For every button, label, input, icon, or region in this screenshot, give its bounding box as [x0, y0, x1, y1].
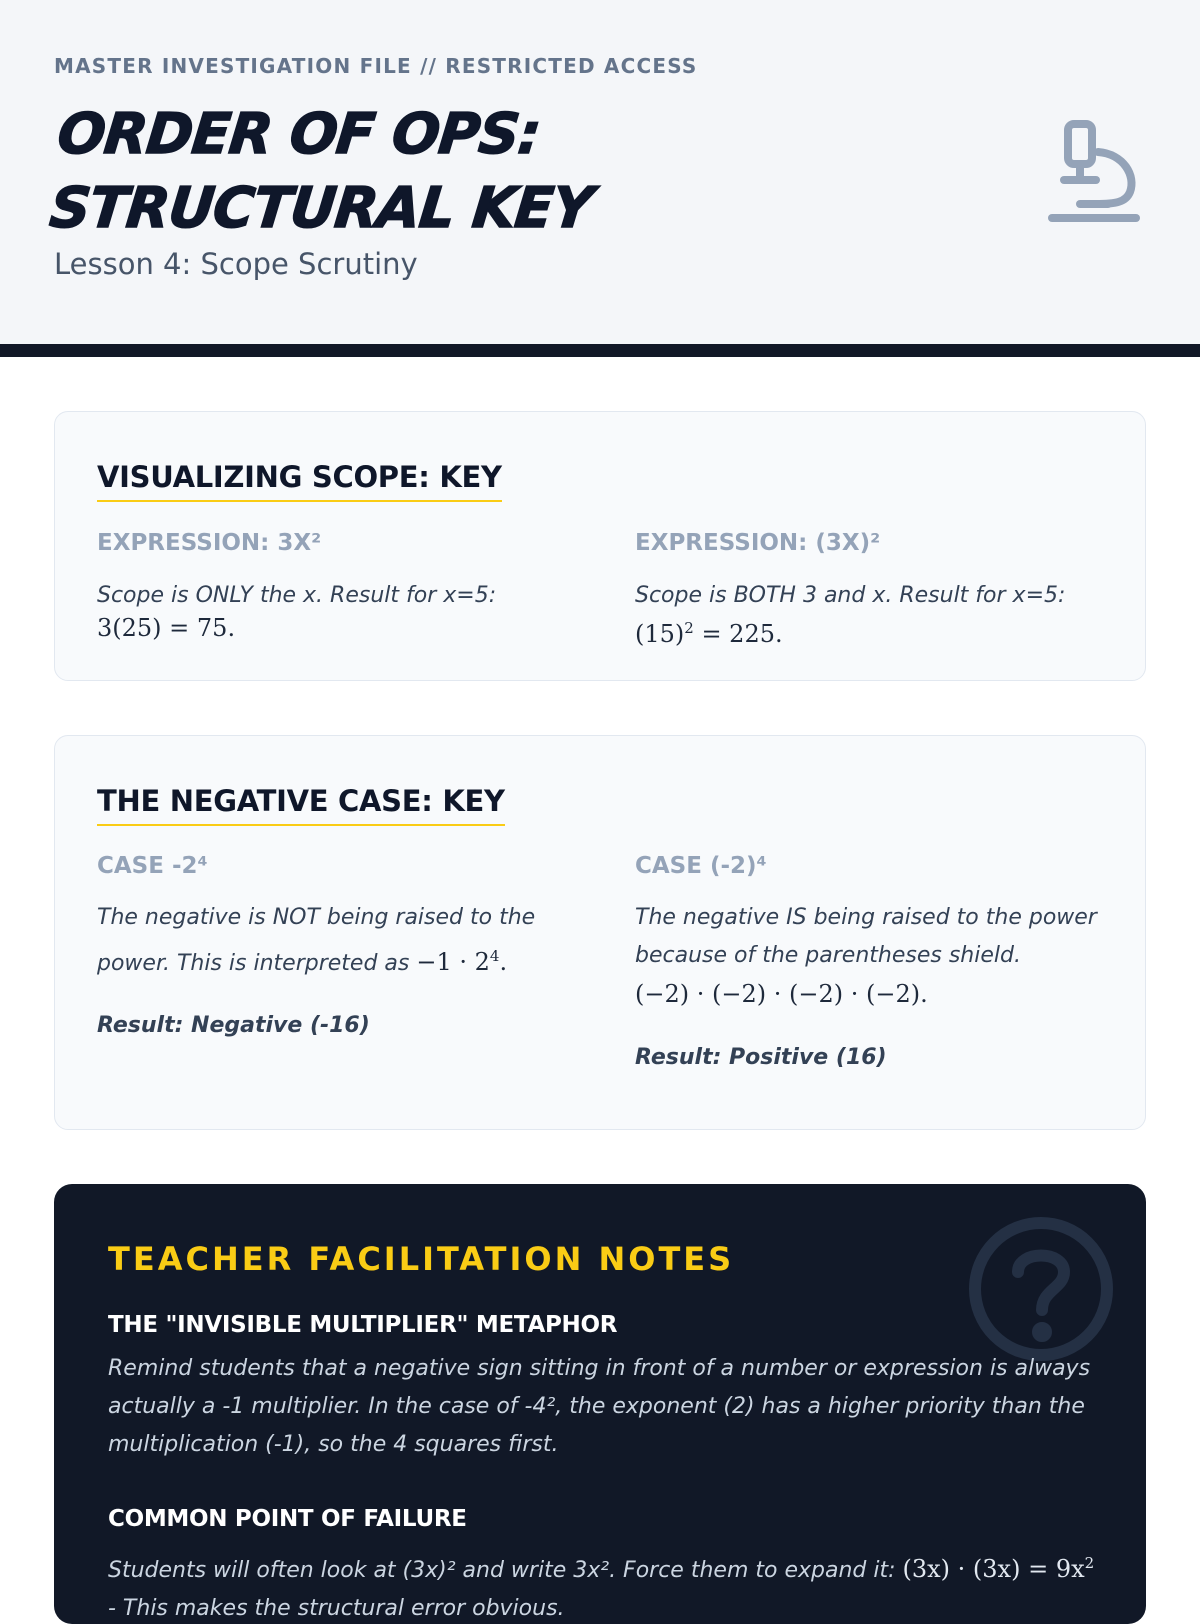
negative-right-column: [635, 853, 1105, 1070]
case-explanation: [97, 899, 567, 983]
expression-label: EXPRESSION: (3X)²: [635, 530, 881, 556]
note-heading: THE "INVISIBLE MULTIPLIER" METAPHOR: [108, 1312, 618, 1338]
case-label: CASE -2⁴: [97, 853, 208, 879]
case-label: CASE (-2)⁴: [635, 853, 767, 879]
math-result: $(15)^2 = 225$.: [635, 619, 783, 648]
page-title: [46, 98, 603, 246]
explanation-text: Scope is ONLY the x. Result for x=5:: [97, 583, 497, 608]
note-body: [108, 1544, 1108, 1624]
explanation-text: Scope is BOTH 3 and x. Result for x=5:: [635, 583, 1066, 608]
note-heading: COMMON POINT OF FAILURE: [108, 1506, 467, 1532]
note-tail: - This makes the structural error obvious.: [108, 1596, 565, 1621]
case-result: Result: Positive (16): [635, 1045, 887, 1070]
notes-title: TEACHER FACILITATION NOTES: [108, 1240, 735, 1278]
math-expression: $-1 \cdot 2^4$.: [416, 947, 508, 976]
card-title: VISUALIZING SCOPE: KEY: [97, 460, 502, 502]
visualizing-scope-card: [54, 411, 1146, 681]
lesson-subtitle: Lesson 4: Scope Scrutiny: [54, 247, 418, 281]
expression-explanation: [97, 580, 567, 646]
explanation-text: The negative is NOT being raised to the power. This is interpreted as: [97, 905, 536, 976]
note-text: Students will often look at (3x)² and write 3x². Force them to expand it:: [108, 1558, 896, 1583]
card-title: THE NEGATIVE CASE: KEY: [97, 784, 505, 826]
microscope-icon: [1046, 118, 1142, 228]
negative-left-column: [97, 853, 567, 1038]
explanation-text: The negative IS being raised to the power because of the parentheses shield.: [635, 905, 1097, 968]
scope-right-column: [635, 530, 1105, 652]
title-line-2: STRUCTURAL KEY: [46, 176, 596, 241]
file-kicker: MASTER INVESTIGATION FILE // RESTRICTED ACCESS: [54, 54, 698, 78]
title-line-1: ORDER OF OPS:: [54, 102, 544, 167]
help-circle-icon: [966, 1214, 1116, 1364]
math-expansion: $(3x) \cdot (3x) = 9x^2$: [902, 1554, 1095, 1583]
page-header: [0, 0, 1200, 357]
expression-label: EXPRESSION: 3X²: [97, 530, 322, 556]
teacher-notes-panel: [54, 1184, 1146, 1624]
case-result: Result: Negative (-16): [97, 1013, 370, 1038]
note-body: Remind students that a negative sign sitting in front of a number or expression is always actually a -1 multiplier. In the case of -4², the exponent (2) has a higher priority than the multiplication (-1), so the 4 squares first.: [108, 1356, 1091, 1457]
case-explanation: [635, 899, 1105, 1015]
negative-case-card: [54, 735, 1146, 1130]
math-result: 3(25) = 75.: [97, 614, 236, 642]
scope-left-column: [97, 530, 567, 646]
expression-explanation: [635, 580, 1105, 652]
math-expression: (−2) · (−2) · (−2) · (−2).: [635, 980, 928, 1008]
